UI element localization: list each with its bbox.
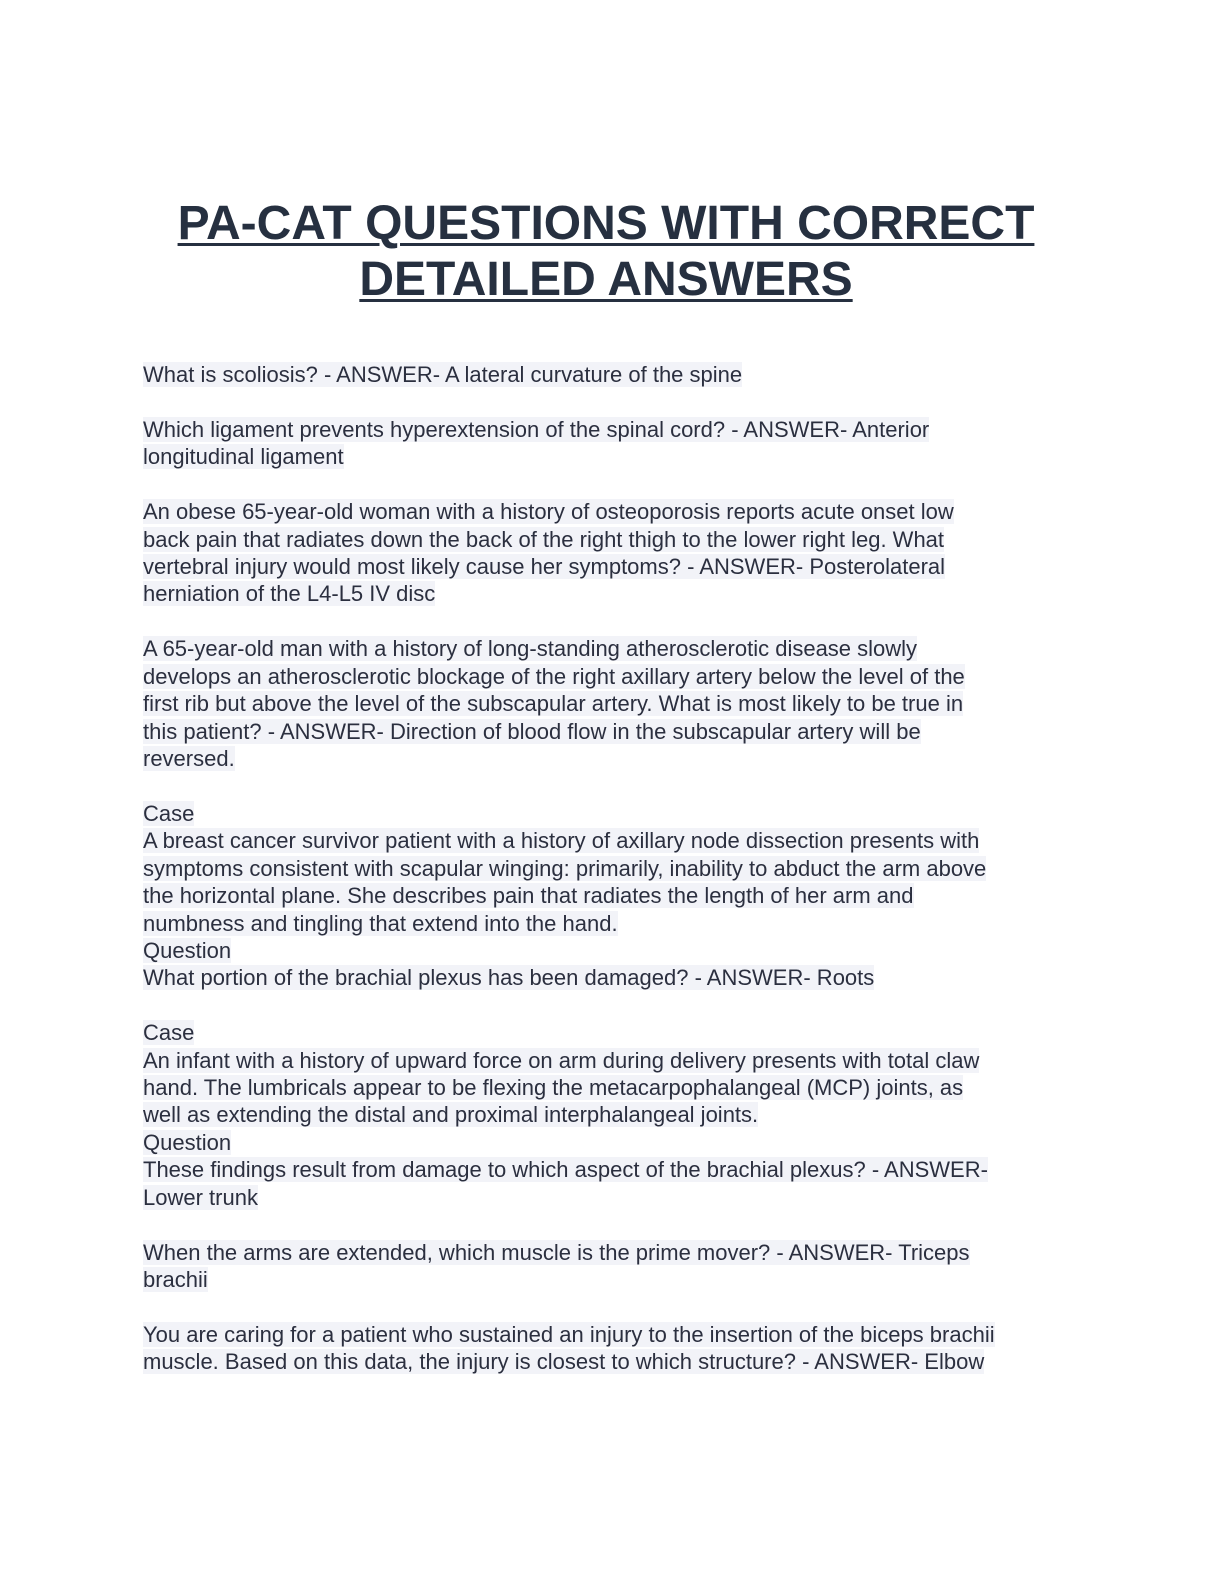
case-label: Case [143, 800, 195, 826]
text-line: A breast cancer survivor patient with a history of axillary node dissection presents with [143, 828, 980, 854]
qa-entry-8 [143, 1321, 1073, 1376]
qa-entry-2 [143, 416, 1073, 471]
qa-entry-5 [143, 800, 1073, 992]
text-line: These findings result from damage to which aspect of the brachial plexus? - ANSWER- [143, 1157, 988, 1183]
text-line: first rib but above the level of the subscapular artery. What is most likely to be true in [143, 691, 964, 717]
text-line: vertebral injury would most likely cause her symptoms? - ANSWER- Posterolateral [143, 554, 946, 580]
qa-entry-3 [143, 498, 1073, 608]
question-label: Question [143, 1129, 232, 1155]
qa-entry-4 [143, 635, 1073, 772]
text-line: well as extending the distal and proximal interphalangeal joints. [143, 1102, 759, 1128]
page-title [0, 196, 1212, 308]
text-line: Lower trunk [143, 1184, 258, 1210]
text-line: back pain that radiates down the back of the right thigh to the lower right leg. What [143, 526, 945, 552]
qa-entry-1 [143, 361, 1073, 388]
text-line: hand. The lumbricals appear to be flexing the metacarpophalangeal (MCP) joints, as [143, 1075, 964, 1101]
text-line: the horizontal plane. She describes pain that radiates the length of her arm and [143, 883, 914, 909]
text-line: What portion of the brachial plexus has been damaged? - ANSWER- Roots [143, 965, 875, 991]
text-line: What is scoliosis? - ANSWER- A lateral curvature of the spine [143, 362, 743, 387]
text-line: When the arms are extended, which muscle is the prime mover? - ANSWER- Triceps [143, 1239, 970, 1265]
text-line: Which ligament prevents hyperextension of the spinal cord? - ANSWER- Anterior [143, 416, 930, 442]
text-line: longitudinal ligament [143, 444, 344, 470]
text-line: develops an atherosclerotic blockage of the right axillary artery below the level of the [143, 663, 965, 689]
title-line-1: PA-CAT QUESTIONS WITH CORRECT [177, 197, 1035, 250]
qa-entry-7 [143, 1239, 1073, 1294]
text-line: An obese 65-year-old woman with a history of osteoporosis reports acute onset low [143, 499, 954, 525]
qa-entry-6 [143, 1019, 1073, 1211]
text-line: numbness and tingling that extend into the hand. [143, 910, 618, 936]
text-line: this patient? - ANSWER- Direction of blood flow in the subscapular artery will be [143, 718, 921, 744]
title-line-2: DETAILED ANSWERS [359, 253, 853, 306]
qa-list [143, 361, 1073, 1403]
text-line: muscle. Based on this data, the injury is closest to which structure? - ANSWER- Elbow [143, 1349, 985, 1375]
text-line: You are caring for a patient who sustained an injury to the insertion of the biceps brachii [143, 1321, 995, 1347]
case-label: Case [143, 1020, 195, 1046]
text-line: symptoms consistent with scapular winging: primarily, inability to abduct the arm above [143, 855, 987, 881]
text-line: brachii [143, 1266, 208, 1292]
text-line: A 65-year-old man with a history of long-standing atherosclerotic disease slowly [143, 636, 918, 662]
text-line: An infant with a history of upward force on arm during delivery presents with total claw [143, 1047, 980, 1073]
text-line: herniation of the L4-L5 IV disc [143, 581, 436, 607]
question-label: Question [143, 937, 232, 963]
text-line: reversed. [143, 745, 235, 771]
